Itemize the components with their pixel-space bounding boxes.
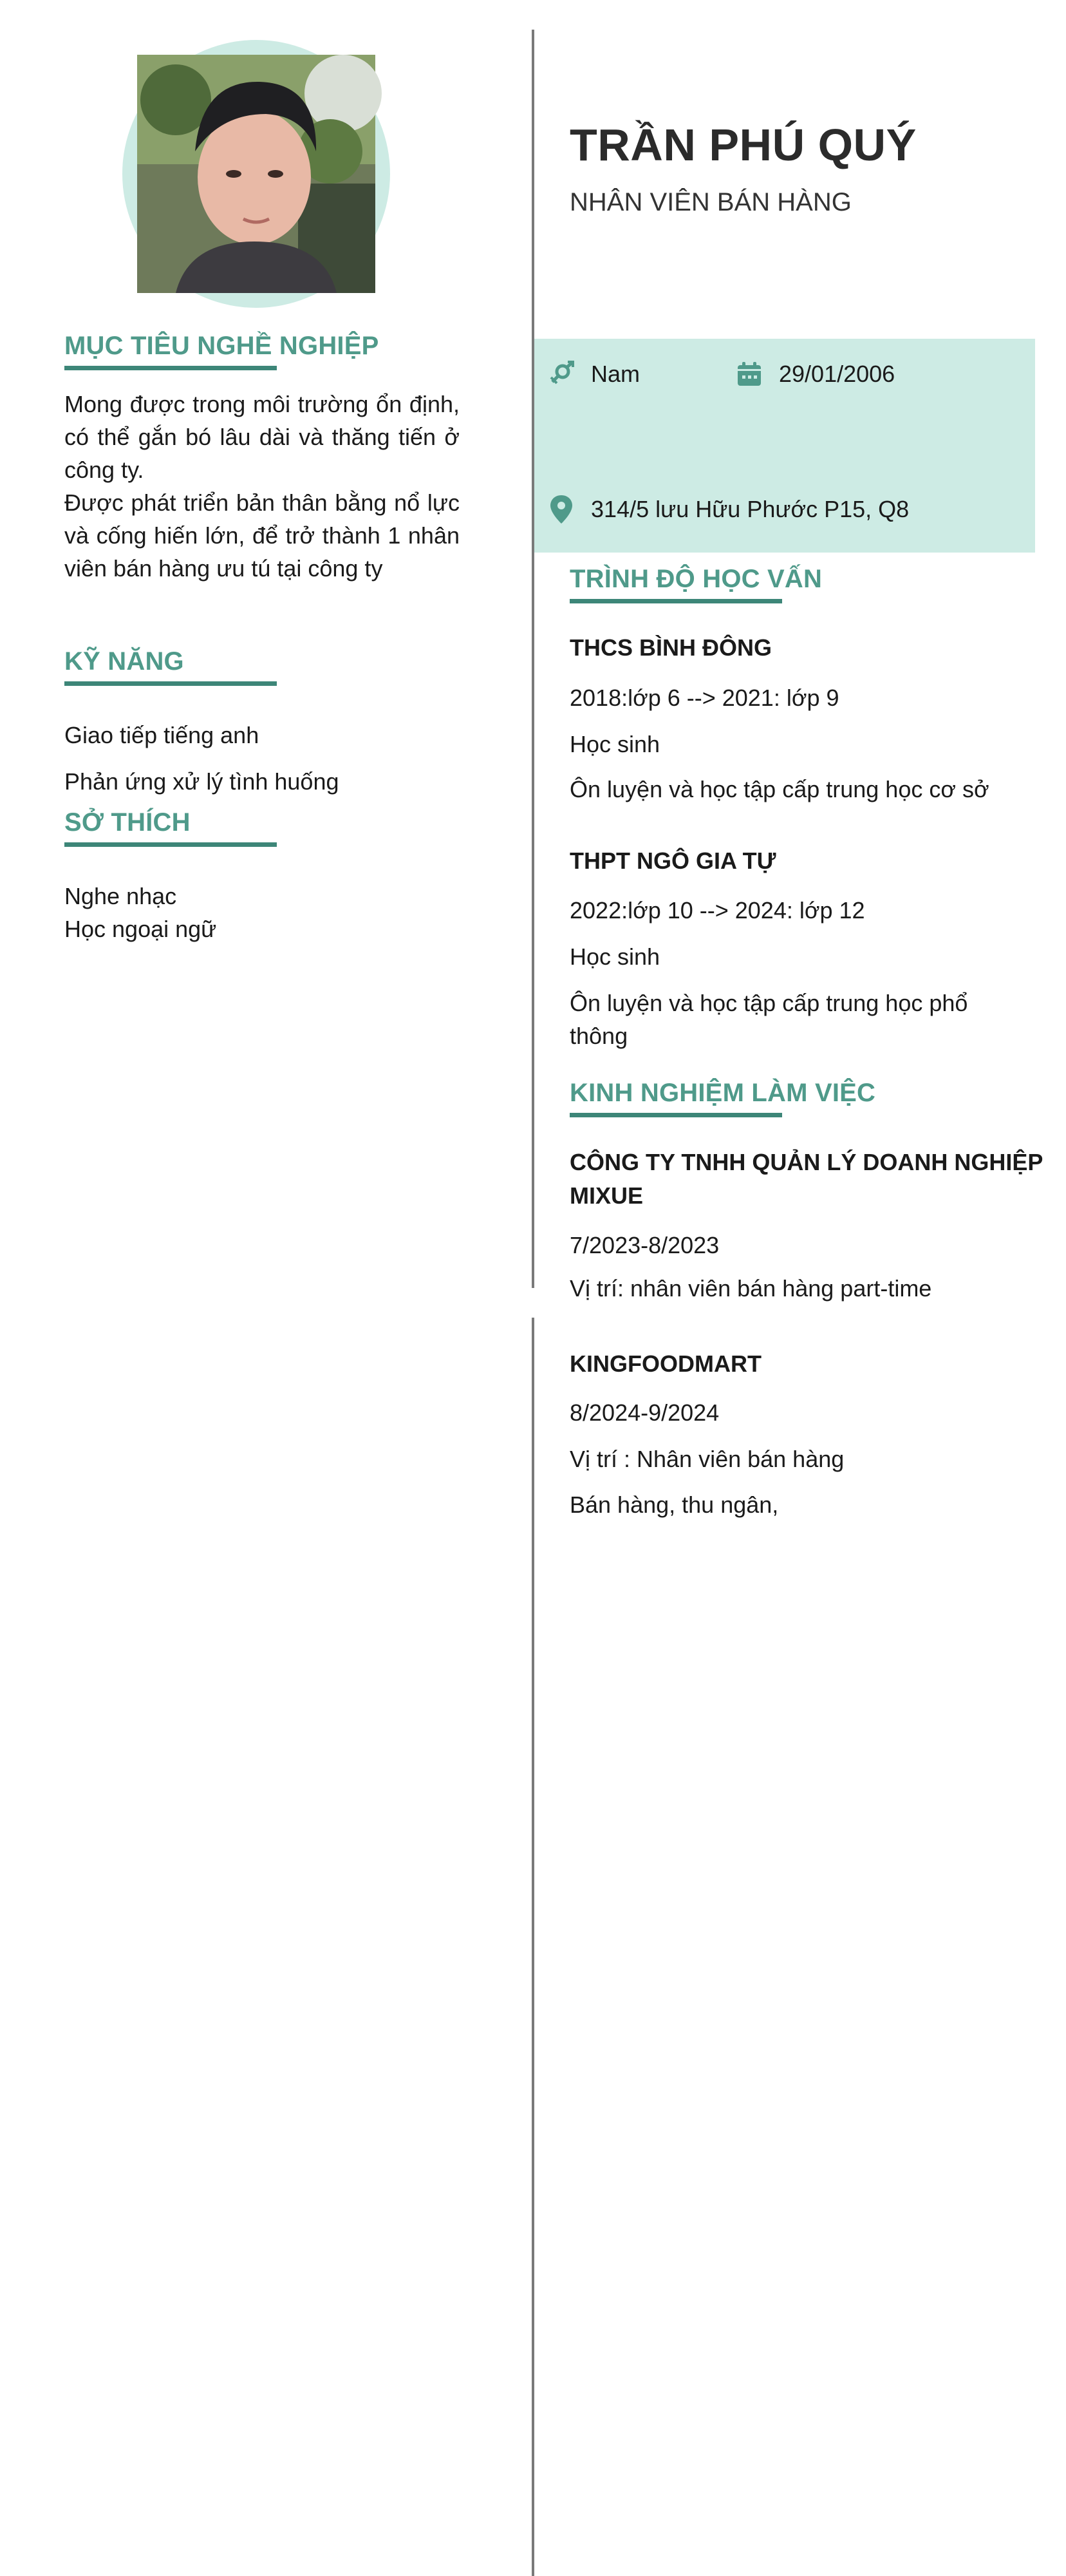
education-heading: TRÌNH ĐỘ HỌC VẤN [570,565,823,593]
candidate-name: TRẦN PHÚ QUÝ [570,120,917,170]
gender-value: Nam [591,361,641,387]
calendar-icon [735,360,763,388]
job-period: 7/2023-8/2023 [570,1232,720,1258]
hobby-item: Nghe nhạc [64,883,177,909]
objective-paragraph: Mong được trong môi trường ổn định, có thể gắn bó lâu dài và thăng tiến ở công ty. [64,391,460,483]
column-divider [532,30,534,1288]
objective-text [64,388,460,585]
experience-underline [570,1113,782,1117]
school-role: Học sinh [570,731,660,757]
job-position: Vị trí : Nhân viên bán hàng [570,1446,845,1472]
job-period: 8/2024-9/2024 [570,1399,720,1426]
company-name: CÔNG TY TNHH QUẢN LÝ DOANH NGHIỆP [570,1149,1043,1175]
skill-item: Giao tiếp tiếng anh [64,722,259,748]
school-name: THPT NGÔ GIA TỰ [570,848,776,874]
objective-heading: MỤC TIÊU NGHỀ NGHIỆP [64,332,379,360]
hobbies-underline [64,842,277,847]
location-pin-icon [547,494,575,525]
hobby-item: Học ngoại ngữ [64,916,217,942]
school-description: Ôn luyện và học tập cấp trung học cơ sở [570,776,989,802]
school-description: thông [570,1023,628,1049]
gender-icon [547,360,575,388]
job-position: Vị trí: nhân viên bán hàng part-time [570,1275,932,1302]
experience-heading: KINH NGHIỆM LÀM VIỆC [570,1079,876,1107]
column-divider [532,1318,534,2576]
company-name: KINGFOODMART [570,1350,762,1377]
job-description: Bán hàng, thu ngân, [570,1492,779,1518]
company-name: MIXUE [570,1182,644,1209]
objective-paragraph: Được phát triển bản thân bằng nổ lực và cống hiến lớn, để trở thành 1 nhân viên bán hàng ưu tú tại công ty [64,489,460,582]
objective-underline [64,366,277,370]
school-role: Học sinh [570,943,660,970]
gender-field [547,358,640,390]
birthdate-value: 29/01/2006 [779,361,895,387]
school-description: Ôn luyện và học tập cấp trung học phổ [570,990,968,1016]
school-name: THCS BÌNH ĐÔNG [570,634,772,661]
job-title: NHÂN VIÊN BÁN HÀNG [570,188,852,216]
avatar [137,55,375,293]
school-period: 2022:lớp 10 --> 2024: lớp 12 [570,897,865,923]
profile-photo-icon [137,55,375,293]
skills-underline [64,681,277,686]
skills-heading: KỸ NĂNG [64,647,184,676]
address-value: 314/5 lưu Hữu Phước P15, Q8 [591,496,910,522]
hobbies-heading: SỞ THÍCH [64,808,191,837]
school-period: 2018:lớp 6 --> 2021: lớp 9 [570,685,839,711]
clipped-line [570,1272,1033,1302]
skill-item: Phản ứng xử lý tình huống [64,768,339,795]
address-field [547,493,909,526]
education-underline [570,599,782,603]
birthdate-field [735,358,895,390]
